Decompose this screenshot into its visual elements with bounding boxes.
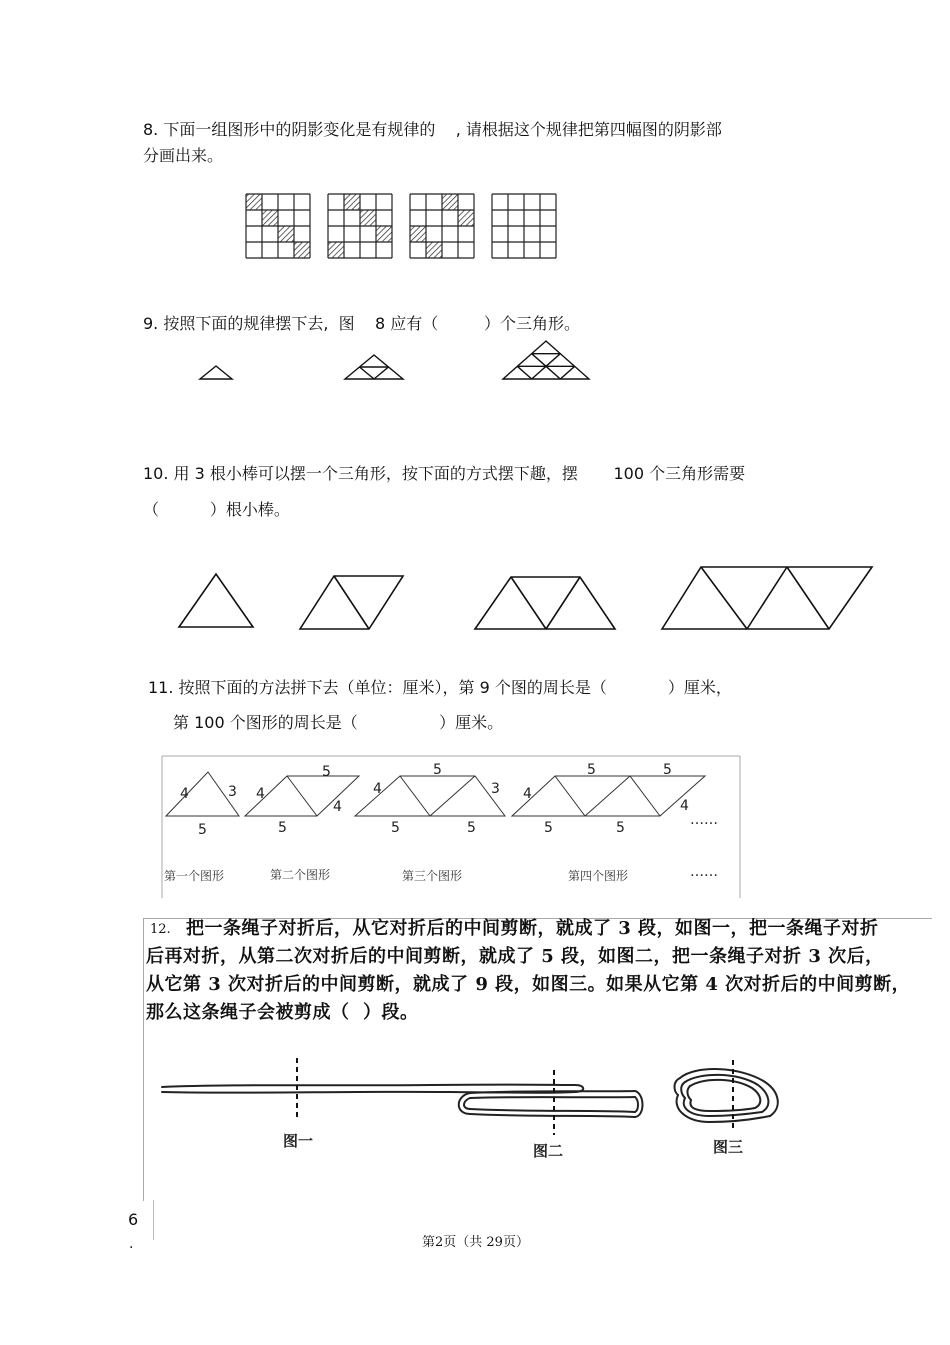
q8-line2: 分画出来。 bbox=[143, 146, 224, 165]
q9-text: 9. 按照下面的规律摆下去, 图 8 应有（ ）个三角形。 bbox=[143, 314, 580, 333]
q12-fig3-rope bbox=[675, 1069, 778, 1122]
q9-triangle-sequence bbox=[195, 338, 595, 383]
q10-fig1 bbox=[179, 574, 253, 627]
q8-shaded-cell bbox=[246, 194, 262, 210]
q10-stick-triangles bbox=[170, 560, 880, 635]
q11-fig2-right-label: 4 bbox=[333, 799, 342, 815]
q8-shading-grids bbox=[240, 191, 562, 261]
q11-top-ellipsis: …… bbox=[690, 812, 718, 828]
q11-fig1-caption: 第一个图形 bbox=[164, 869, 225, 883]
q11-fig2-left-label: 4 bbox=[256, 786, 265, 802]
q8-shaded-cell bbox=[344, 194, 360, 210]
q12-number: 12. bbox=[150, 922, 171, 937]
q8-grid-1 bbox=[246, 194, 310, 258]
q8-shaded-cell bbox=[442, 194, 458, 210]
q12-fig1-caption: 图一 bbox=[283, 1132, 314, 1150]
q11-fig1-right-label: 3 bbox=[228, 784, 237, 800]
q11-fig4-top-label-2: 5 bbox=[663, 762, 672, 778]
q11-fig4-caption: 第四个图形 bbox=[568, 869, 629, 883]
q11-fig3-caption: 第三个图形 bbox=[402, 869, 463, 883]
q12-line4: 那么这条绳子会被剪成（ ）段。 bbox=[146, 1002, 419, 1023]
q8-shaded-cell bbox=[376, 226, 392, 242]
q11-fig3-top-label: 5 bbox=[433, 762, 442, 778]
left-margin-rule bbox=[153, 1200, 154, 1240]
q11-bottom-ellipsis: …… bbox=[690, 864, 718, 880]
q11-fig4-bottom-label-2: 5 bbox=[616, 820, 625, 836]
side-number: 6 bbox=[128, 1210, 139, 1229]
q11-figure-panel bbox=[160, 754, 742, 900]
q12-fig2-caption: 图二 bbox=[533, 1142, 564, 1160]
q8-line1: 8. 下面一组图形中的阴影变化是有规律的 , 请根据这个规律把第四幅图的阴影部 bbox=[143, 120, 722, 139]
q8-shaded-cell bbox=[360, 210, 376, 226]
q12-rope-figures bbox=[150, 1030, 810, 1165]
q10-fig3 bbox=[475, 577, 615, 629]
q8-shaded-cell bbox=[410, 226, 426, 242]
q11-fig2-bottom-label: 5 bbox=[278, 820, 287, 836]
q9-fig1-triangle bbox=[200, 366, 232, 379]
q12-line2: 后再对折，从第二次对折后的中间剪断，就成了 5 段，如图二，把一条绳子对折 3 次后， bbox=[146, 946, 884, 967]
q8-shaded-cell bbox=[426, 242, 442, 258]
q12-fig3-caption: 图三 bbox=[713, 1138, 744, 1156]
q10-line2: （ ）根小棒。 bbox=[143, 500, 290, 519]
q9-fig2-triangle bbox=[345, 355, 403, 379]
q10-fig2 bbox=[300, 576, 403, 629]
q12-line3: 从它第 3 次对折后的中间剪断，就成了 9 段，如图三。如果从它第 4 次对折后的中间剪断， bbox=[146, 974, 911, 995]
page-number: 第2页（共 29页） bbox=[422, 1235, 529, 1250]
q11-fig4 bbox=[512, 776, 705, 816]
q8-shaded-cell bbox=[328, 242, 344, 258]
q11-fig4-top-label-1: 5 bbox=[587, 762, 596, 778]
q12-fig2-rope bbox=[459, 1091, 643, 1117]
q11-fig2-caption: 第二个图形 bbox=[270, 868, 331, 882]
q8-grid-4 bbox=[492, 194, 556, 258]
q8-grid-3 bbox=[410, 194, 474, 258]
q8-shaded-cell bbox=[262, 210, 278, 226]
q11-fig3-left-label: 4 bbox=[373, 781, 382, 797]
q12-line1: 把一条绳子对折后，从它对折后的中间剪断，就成了 3 段，如图一，把一条绳子对折 bbox=[186, 918, 879, 939]
side-dot: . bbox=[129, 1236, 134, 1252]
q11-fig1-left-label: 4 bbox=[180, 786, 189, 802]
q11-fig3-bottom-label-1: 5 bbox=[391, 820, 400, 836]
q8-grid-2 bbox=[328, 194, 392, 258]
q11-fig3-right-label: 3 bbox=[491, 781, 500, 797]
q10-fig4 bbox=[662, 567, 872, 629]
q11-fig2-top-label: 5 bbox=[322, 764, 331, 780]
q11-fig4-bottom-label-1: 5 bbox=[544, 820, 553, 836]
q8-shaded-cell bbox=[458, 210, 474, 226]
q8-shaded-cell bbox=[294, 242, 310, 258]
q11-fig4-right-label: 4 bbox=[680, 798, 689, 814]
q11-fig4-left-label: 4 bbox=[523, 786, 532, 802]
q8-shaded-cell bbox=[278, 226, 294, 242]
q11-fig1-bottom-label: 5 bbox=[198, 822, 207, 838]
q11-line2: 第 100 个图形的周长是（ ）厘米。 bbox=[173, 713, 504, 732]
q10-line1: 10. 用 3 根小棒可以摆一个三角形，按下面的方式摆下趣，摆 100 个三角形需要 bbox=[143, 464, 746, 483]
q11-fig3-bottom-label-2: 5 bbox=[467, 820, 476, 836]
q9-fig3-triangle bbox=[503, 341, 589, 379]
q11-line1: 11. 按照下面的方法拼下去（单位：厘米），第 9 个图的周长是（ ）厘米， bbox=[148, 678, 732, 697]
